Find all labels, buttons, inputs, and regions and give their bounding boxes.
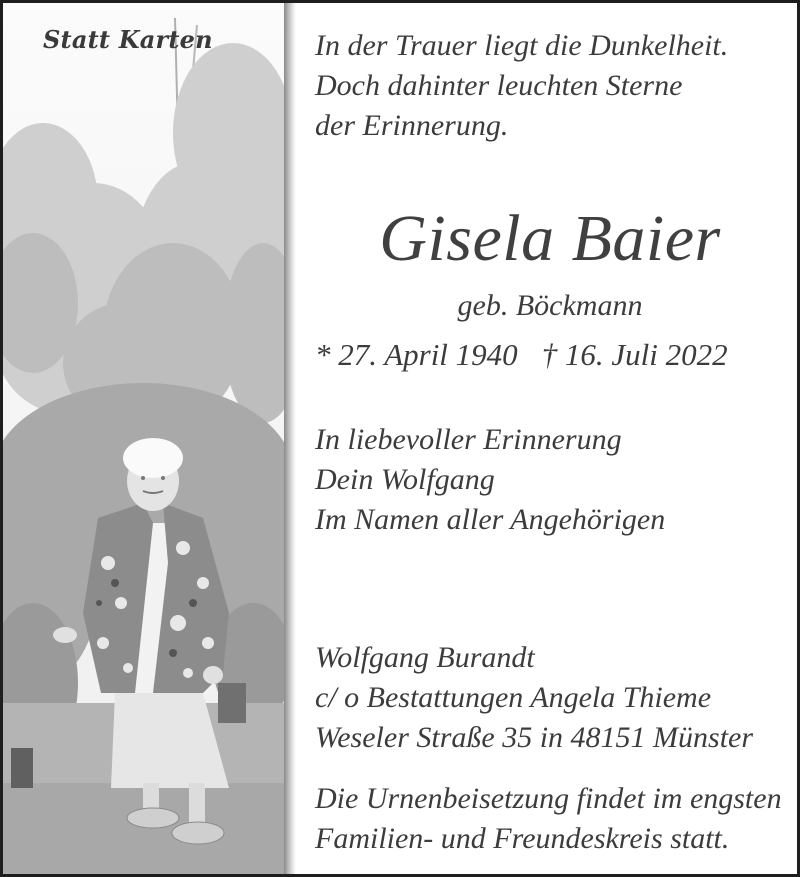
statt-karten-label: Statt Karten bbox=[43, 25, 213, 54]
contact-address bbox=[315, 638, 753, 758]
birth-date: 27. April 1940 bbox=[338, 337, 518, 372]
burial-note bbox=[315, 779, 782, 859]
closing-signature bbox=[315, 420, 665, 540]
birth-name: geb. Böckmann bbox=[457, 289, 643, 322]
memorial-verse bbox=[315, 26, 728, 146]
portrait-photo bbox=[3, 3, 284, 874]
deceased-name: Gisela Baier bbox=[379, 202, 721, 275]
birth-star-icon: * bbox=[315, 337, 331, 372]
note-line: Familien- und Freundeskreis statt. bbox=[315, 822, 730, 855]
note-line: Die Urnenbeisetzung findet im engsten bbox=[315, 782, 782, 815]
address-line: c/ o Bestattungen Angela Thieme bbox=[315, 681, 712, 714]
death-cross-icon: † bbox=[541, 337, 558, 372]
death-date: 16. Juli 2022 bbox=[564, 337, 728, 372]
life-dates bbox=[315, 335, 785, 375]
verse-line: der Erinnerung. bbox=[315, 109, 509, 142]
closing-line: Dein Wolfgang bbox=[315, 463, 495, 496]
portrait-photo-illustration bbox=[3, 3, 284, 874]
photo-edge-shadow bbox=[284, 3, 296, 874]
verse-line: In der Trauer liegt die Dunkelheit. bbox=[315, 29, 729, 62]
address-line: Weseler Straße 35 in 48151 Münster bbox=[315, 721, 754, 754]
closing-line: In liebevoller Erinnerung bbox=[315, 423, 622, 456]
verse-line: Doch dahinter leuchten Sterne bbox=[315, 69, 683, 102]
address-line: Wolfgang Burandt bbox=[315, 641, 535, 674]
closing-line: Im Namen aller Angehörigen bbox=[315, 503, 666, 536]
